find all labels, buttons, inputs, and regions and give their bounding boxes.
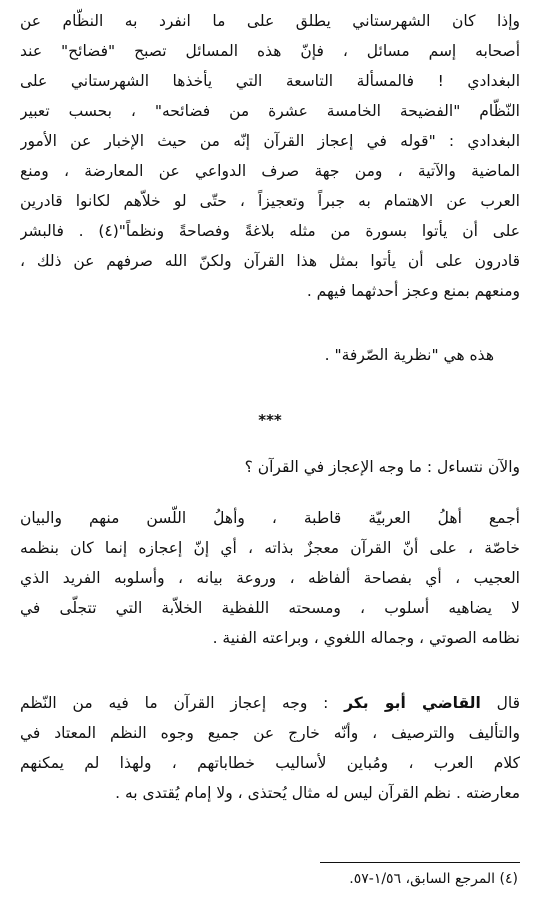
quote-text: : وجه إعجاز القرآن ما فيه من النّظم	[20, 694, 345, 712]
text-line: أجمع أهلُ العربيّة قاطبة ، وأهلُ اللّسن منهم والبيان	[20, 509, 520, 527]
paragraph-sarfa-theory	[20, 340, 520, 370]
text-line: معارضته . نظم القرآن ليس له مثال يُحتذى ، ولا إمام يُقتدى به .	[115, 784, 520, 802]
text-line: هذه هي "نظرية الصّرفة" .	[324, 346, 494, 364]
text-line: النّظّام "الفضيحة الخامسة عشرة من فضائحه" ، بحسب تعبير	[20, 102, 520, 120]
text-line: والآن نتساءل : ما وجه الإعجاز في القرآن ؟	[244, 458, 520, 476]
text-line: ومنعهم بمنع وعجز أحدثهما فيهم .	[306, 282, 520, 300]
text-line: لا يضاهيه أسلوب ، ومسحته اللفظية الخلاّبة التي تتجلّى في	[20, 599, 520, 617]
footnote: (٤) المرجع السابق، ١/٥٦-٥٧.	[349, 871, 518, 887]
text-line: نظامه الصوتي ، وجماله اللغوي ، وبراعته الفنية .	[212, 629, 520, 647]
text-line: وإذا كان الشهرستاني يطلق على ما انفرد به النظّام عن	[20, 12, 520, 30]
section-separator: ***	[258, 411, 282, 429]
paragraph-question	[20, 452, 520, 482]
text-line	[20, 688, 520, 718]
text-line: الماضية والآتية ، ومن جهة صرف الدواعي عن المعارضة ، ومنع	[20, 162, 520, 180]
text-line: البغدادي : "قوله في إعجاز القرآن إنّه من حيث الإخبار عن الأمور	[20, 132, 520, 150]
quote-intro: قال	[480, 694, 520, 712]
text-line: أصحابه إسم مسائل ، فإنّ هذه المسائل تصبح "فضائح" عند	[20, 42, 520, 60]
footnote-divider	[320, 862, 520, 863]
paragraph-qadi-abu-bakr	[20, 688, 520, 808]
quoted-author-name: القاضي أبو بكر	[344, 694, 481, 712]
text-line: البغدادي ! فالمسألة التاسعة التي يأخذها الشهرستاني على	[20, 72, 520, 90]
text-line: على أن يأتوا بسورة من مثله بلاغةً وفصاحةً ونظماً"(٤) . فالبشر	[20, 222, 520, 240]
text-line: العجيب ، أي بفصاحة ألفاظه ، وروعة بيانه ، وأسلوبه الفريد الذي	[20, 569, 520, 587]
text-line: قادرون على أن يأتوا بمثل هذا القرآن ولكنّ الله صرفهم عن ذلك ،	[20, 252, 520, 270]
text-line: كلام العرب ، ومُباين لأساليب خطاباتهم ، ولهذا لم يمكنهم	[20, 754, 520, 772]
text-line: خاصّة ، على أنّ القرآن معجزٌ بذاته ، أي إنّ إعجازه إنما كان بنظمه	[20, 539, 520, 557]
text-line: والتأليف والترصيف ، وأنّه خارج عن جميع وجوه النظم المعتاد في	[20, 724, 520, 742]
paragraph-shahrastani-baghdadi	[20, 6, 520, 306]
paragraph-consensus	[20, 503, 520, 653]
text-line: العرب عن الاهتمام به جبراً وتعجيزاً ، حتّى لو خلاّهم لكانوا قادرين	[20, 192, 520, 210]
